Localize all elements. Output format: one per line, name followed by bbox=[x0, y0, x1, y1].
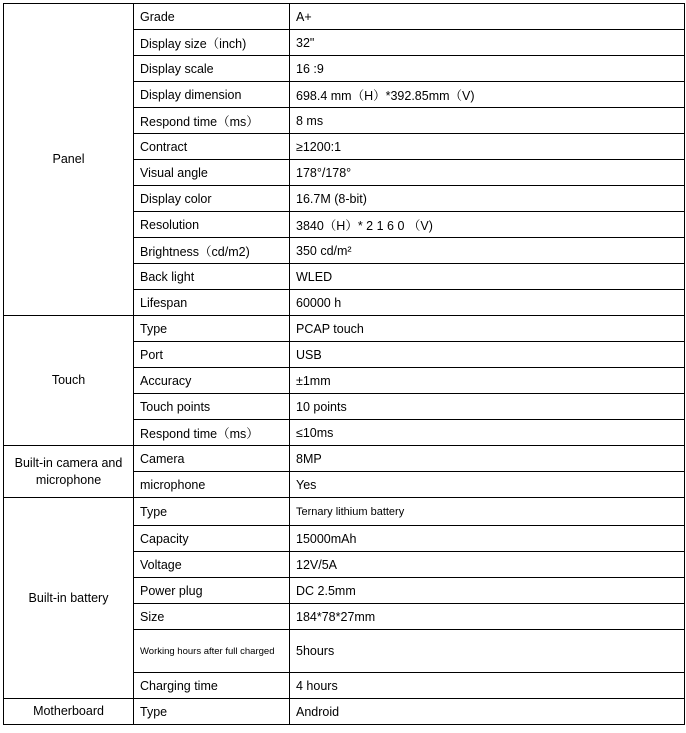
spec-value: ≥1200:1 bbox=[290, 134, 685, 160]
spec-label: Resolution bbox=[134, 212, 290, 238]
spec-label: Capacity bbox=[134, 526, 290, 552]
spec-label: Type bbox=[134, 699, 290, 725]
spec-label: Voltage bbox=[134, 552, 290, 578]
table-row bbox=[4, 498, 685, 526]
spec-label: Touch points bbox=[134, 394, 290, 420]
spec-label: Contract bbox=[134, 134, 290, 160]
spec-label: Visual angle bbox=[134, 160, 290, 186]
spec-label: Display dimension bbox=[134, 82, 290, 108]
spec-value: Android bbox=[290, 699, 685, 725]
spec-label: Size bbox=[134, 604, 290, 630]
group-motherboard: Motherboard bbox=[4, 699, 134, 725]
spec-value: 10 points bbox=[290, 394, 685, 420]
spec-value: 12V/5A bbox=[290, 552, 685, 578]
table-row bbox=[4, 446, 685, 472]
spec-label: Display color bbox=[134, 186, 290, 212]
spec-label: Respond time（ms） bbox=[134, 420, 290, 446]
spec-value: ±1mm bbox=[290, 368, 685, 394]
spec-label: Type bbox=[134, 498, 290, 526]
spec-value: PCAP touch bbox=[290, 316, 685, 342]
spec-value: 350 cd/m² bbox=[290, 238, 685, 264]
spec-label: Port bbox=[134, 342, 290, 368]
spec-value: 16.7M (8-bit) bbox=[290, 186, 685, 212]
spec-value: Yes bbox=[290, 472, 685, 498]
spec-value: 4 hours bbox=[290, 673, 685, 699]
spec-value: A+ bbox=[290, 4, 685, 30]
spec-value: WLED bbox=[290, 264, 685, 290]
spec-label: Display scale bbox=[134, 56, 290, 82]
spec-label: Type bbox=[134, 316, 290, 342]
spec-value: 60000 h bbox=[290, 290, 685, 316]
spec-value: 3840（H）* 2 1 6 0 （V) bbox=[290, 212, 685, 238]
spec-value: 5hours bbox=[290, 630, 685, 673]
spec-value: DC 2.5mm bbox=[290, 578, 685, 604]
spec-label: microphone bbox=[134, 472, 290, 498]
spec-value: 698.4 mm（H）*392.85mm（V) bbox=[290, 82, 685, 108]
spec-value: USB bbox=[290, 342, 685, 368]
group-touch: Touch bbox=[4, 316, 134, 446]
spec-value: 15000mAh bbox=[290, 526, 685, 552]
spec-value: 8MP bbox=[290, 446, 685, 472]
group-battery: Built-in battery bbox=[4, 498, 134, 699]
spec-label: Camera bbox=[134, 446, 290, 472]
spec-label: Power plug bbox=[134, 578, 290, 604]
spec-label: Back light bbox=[134, 264, 290, 290]
spec-value: Ternary lithium battery bbox=[290, 498, 685, 526]
spec-label: Grade bbox=[134, 4, 290, 30]
spec-value: 178°/178° bbox=[290, 160, 685, 186]
group-camera-microphone: Built-in camera and microphone bbox=[4, 446, 134, 498]
spec-value: 8 ms bbox=[290, 108, 685, 134]
table-row bbox=[4, 4, 685, 30]
spec-value: 32" bbox=[290, 30, 685, 56]
table-row bbox=[4, 316, 685, 342]
spec-label: Display size（inch) bbox=[134, 30, 290, 56]
spec-label: Working hours after full charged bbox=[134, 630, 290, 673]
spec-label: Accuracy bbox=[134, 368, 290, 394]
table-row bbox=[4, 699, 685, 725]
spec-value: 184*78*27mm bbox=[290, 604, 685, 630]
spec-label: Brightness（cd/m2) bbox=[134, 238, 290, 264]
spec-value: ≤10ms bbox=[290, 420, 685, 446]
spec-value: 16 :9 bbox=[290, 56, 685, 82]
spec-label: Charging time bbox=[134, 673, 290, 699]
spec-label: Respond time（ms） bbox=[134, 108, 290, 134]
group-panel: Panel bbox=[4, 4, 134, 316]
spec-label: Lifespan bbox=[134, 290, 290, 316]
spec-table bbox=[3, 3, 685, 725]
